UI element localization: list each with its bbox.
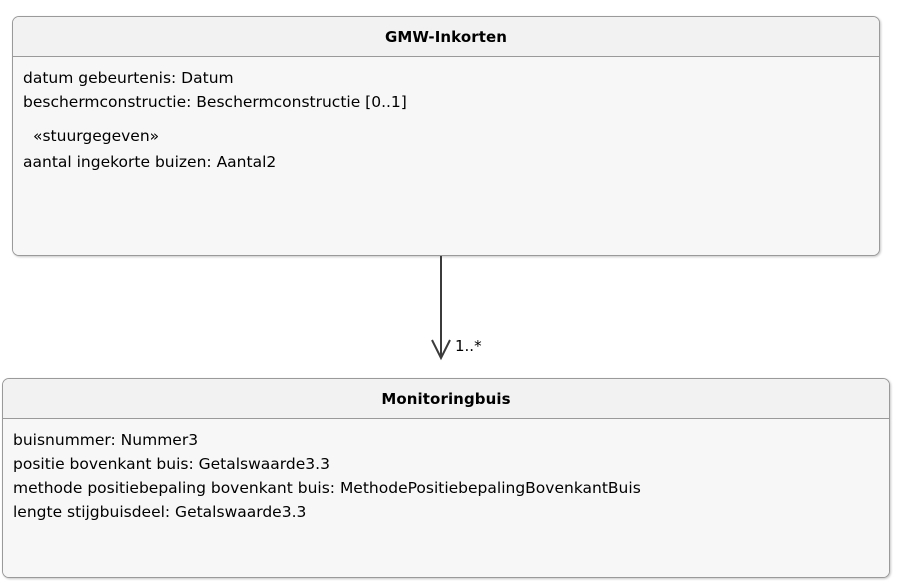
attribute-row: datum gebeurtenis: Datum [23,69,234,87]
attribute-row: lengte stijgbuisdeel: Getalswaarde3.3 [13,503,307,521]
uml-class-gmw-inkorten[interactable] [12,16,880,256]
uml-class-monitoringbuis[interactable] [2,378,890,578]
association-arrowhead-icon [427,336,455,362]
association-multiplicity-label: 1..* [455,337,482,355]
attribute-row: aantal ingekorte buizen: Aantal2 [23,153,277,171]
stereotype-row: «stuurgegeven» [33,127,160,145]
uml-class-attributes [13,57,879,256]
uml-class-title: Monitoringbuis [3,379,889,419]
attribute-row: positie bovenkant buis: Getalswaarde3.3 [13,455,330,473]
uml-class-title: GMW-Inkorten [13,17,879,57]
attribute-row: buisnummer: Nummer3 [13,431,199,449]
uml-class-attributes [3,419,889,578]
attribute-row: methode positiebepaling bovenkant buis: MethodePositiebepalingBovenkantBuis [13,479,641,497]
attribute-row: beschermconstructie: Beschermconstructie [0..1] [23,93,407,111]
